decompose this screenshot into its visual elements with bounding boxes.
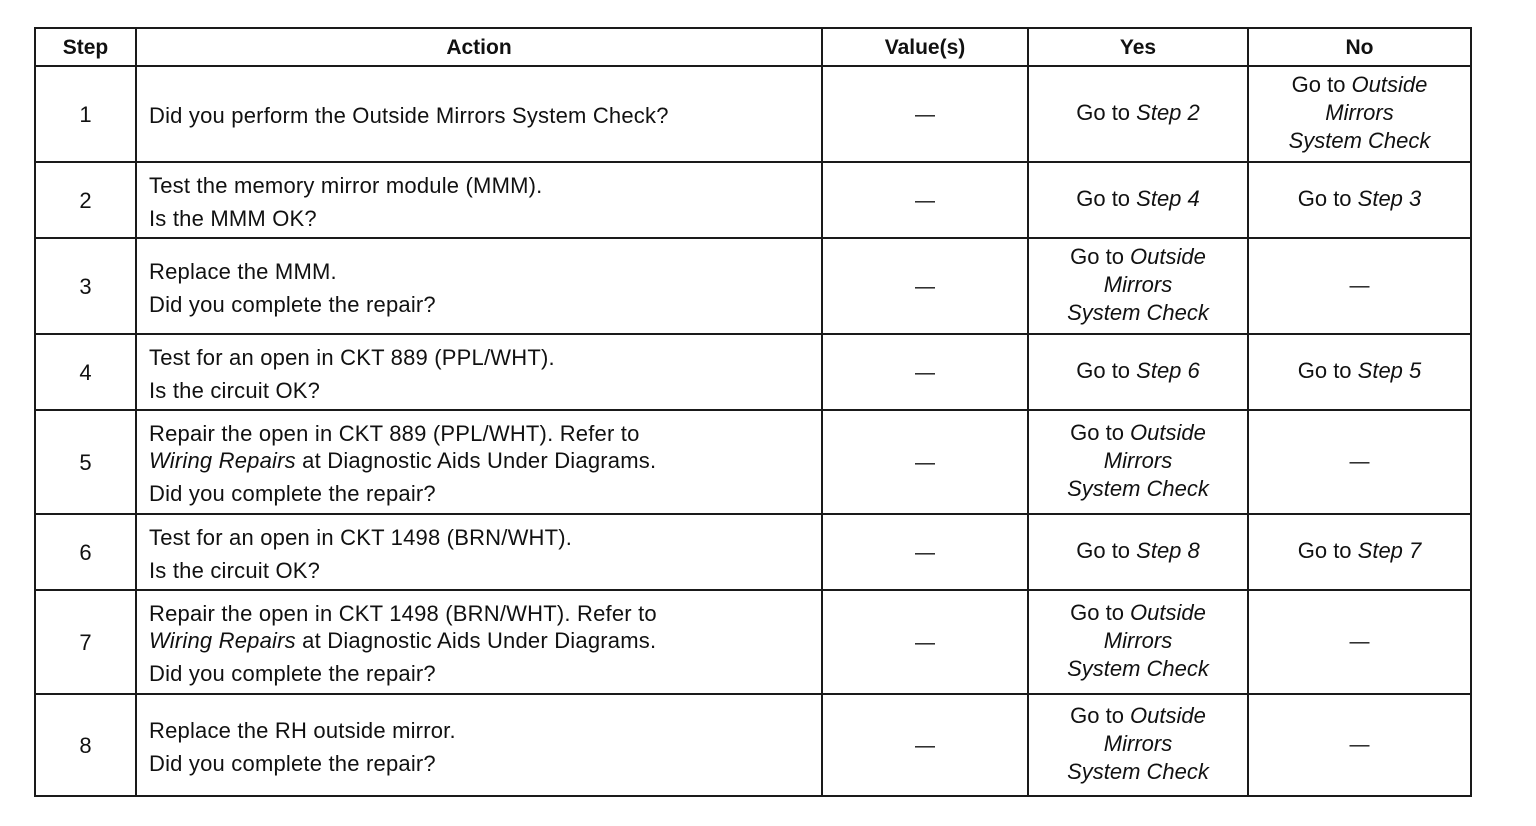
value-text: — <box>915 541 935 564</box>
cell-line <box>1029 99 1247 127</box>
text: — <box>1349 450 1370 473</box>
text: Go to <box>1297 538 1358 563</box>
text: at Diagnostic Aids Under Diagrams. <box>295 448 657 473</box>
action-line <box>149 172 813 199</box>
cell-line <box>1029 419 1247 447</box>
value-cell <box>822 590 1028 694</box>
action-cell <box>136 334 822 410</box>
action-line <box>149 344 813 371</box>
cell-line <box>1249 537 1470 565</box>
table-row <box>35 66 1471 162</box>
header-step: Step <box>35 28 136 66</box>
value-text: — <box>915 103 935 126</box>
yes-cell <box>1028 410 1248 514</box>
cell-line <box>1029 627 1247 655</box>
cell-line <box>1249 730 1470 759</box>
text: Go to <box>1076 100 1137 125</box>
text: Go to <box>1070 244 1131 269</box>
cell-line <box>1249 357 1470 385</box>
value-text: — <box>915 734 935 757</box>
action-line <box>149 717 813 744</box>
cell-line <box>1249 71 1470 99</box>
italic-text: Step 7 <box>1357 538 1422 563</box>
action-line <box>149 291 813 318</box>
step-number: 7 <box>35 590 136 694</box>
value-text: — <box>915 631 935 654</box>
step-number: 4 <box>35 334 136 410</box>
text: Did you complete the repair? <box>149 661 436 686</box>
cell-line <box>1029 599 1247 627</box>
cell-line <box>1029 447 1247 475</box>
italic-text: System Check <box>1067 476 1209 501</box>
italic-text: Outside <box>1130 244 1206 269</box>
cell-line <box>1249 447 1470 476</box>
cell-line <box>1029 185 1247 213</box>
text: Repair the open in CKT 889 (PPL/WHT). Refer to <box>149 421 640 446</box>
text: Is the MMM OK? <box>149 205 317 231</box>
step-number: 2 <box>35 162 136 238</box>
italic-text: Step 3 <box>1357 186 1422 211</box>
value-cell <box>822 514 1028 590</box>
text: Go to <box>1070 600 1131 625</box>
action-line <box>149 258 813 285</box>
italic-text: Step 8 <box>1136 538 1200 563</box>
text: Did you perform the Outside Mirrors System Check? <box>149 103 669 128</box>
step-number: 6 <box>35 514 136 590</box>
cell-line <box>1029 655 1247 683</box>
action-line <box>149 627 813 654</box>
italic-text: Step 5 <box>1357 358 1422 383</box>
header-row <box>35 28 1471 66</box>
text: Did you complete the repair? <box>149 481 436 506</box>
header-yes: Yes <box>1028 28 1248 66</box>
header-no: No <box>1248 28 1471 66</box>
yes-cell <box>1028 162 1248 238</box>
text: Go to <box>1070 703 1131 728</box>
text: Go to <box>1297 186 1358 211</box>
no-cell <box>1248 514 1471 590</box>
no-cell <box>1248 238 1471 334</box>
table-body <box>35 66 1471 796</box>
action-cell <box>136 66 822 162</box>
table-row <box>35 162 1471 238</box>
step-number: 1 <box>35 66 136 162</box>
value-cell <box>822 410 1028 514</box>
action-cell <box>136 162 822 238</box>
action-line <box>149 600 813 627</box>
cell-line <box>1249 627 1470 656</box>
italic-text: Wiring Repairs <box>149 628 296 653</box>
value-text: — <box>915 275 935 298</box>
action-cell <box>136 238 822 334</box>
text: Go to <box>1076 358 1137 383</box>
action-cell <box>136 514 822 590</box>
cell-line <box>1029 271 1247 299</box>
cell-line <box>1029 299 1247 327</box>
text: Test the memory mirror module (MMM). <box>149 172 543 198</box>
text: Did you complete the repair? <box>149 750 436 776</box>
cell-line <box>1029 702 1247 730</box>
action-line <box>149 447 813 474</box>
text: — <box>1349 274 1370 297</box>
table-row <box>35 238 1471 334</box>
italic-text: Step 2 <box>1136 100 1200 125</box>
text: Go to <box>1070 420 1131 445</box>
action-line <box>149 557 813 584</box>
italic-text: System Check <box>1067 656 1209 681</box>
action-cell <box>136 410 822 514</box>
yes-cell <box>1028 66 1248 162</box>
cell-line <box>1029 475 1247 503</box>
action-line <box>149 420 813 447</box>
yes-cell <box>1028 514 1248 590</box>
table-row <box>35 694 1471 796</box>
text: — <box>1349 630 1370 653</box>
text: at Diagnostic Aids Under Diagrams. <box>295 628 657 653</box>
cell-line <box>1029 758 1247 786</box>
italic-text: Mirrors <box>1103 448 1173 473</box>
action-line <box>149 660 813 687</box>
italic-text: Step 4 <box>1136 186 1200 211</box>
italic-text: Outside <box>1351 72 1428 97</box>
no-cell <box>1248 410 1471 514</box>
text: — <box>1349 733 1370 756</box>
no-cell <box>1248 334 1471 410</box>
cell-line <box>1249 271 1470 300</box>
table-row <box>35 590 1471 694</box>
text: Go to <box>1291 72 1352 97</box>
text: Is the circuit OK? <box>149 557 321 583</box>
table-row <box>35 514 1471 590</box>
value-text: — <box>915 361 935 384</box>
value-cell <box>822 66 1028 162</box>
yes-cell <box>1028 590 1248 694</box>
header-action: Action <box>136 28 822 66</box>
table-row <box>35 410 1471 514</box>
action-line <box>149 480 813 507</box>
cell-line <box>1029 730 1247 758</box>
text: Go to <box>1076 538 1137 563</box>
cell-line <box>1029 243 1247 271</box>
italic-text: System Check <box>1067 300 1209 325</box>
no-cell <box>1248 694 1471 796</box>
value-text: — <box>915 189 935 212</box>
value-cell <box>822 694 1028 796</box>
text: Repair the open in CKT 1498 (BRN/WHT). Refer to <box>149 601 657 626</box>
action-line <box>149 524 813 551</box>
value-cell <box>822 238 1028 334</box>
action-cell <box>136 590 822 694</box>
no-cell <box>1248 66 1471 162</box>
action-line <box>149 377 813 404</box>
italic-text: Outside <box>1130 420 1206 445</box>
action-line <box>149 205 813 232</box>
value-cell <box>822 334 1028 410</box>
text: Go to <box>1297 358 1358 383</box>
text: Did you complete the repair? <box>149 291 436 317</box>
step-number: 5 <box>35 410 136 514</box>
text: Replace the MMM. <box>149 258 337 284</box>
italic-text: Mirrors <box>1325 100 1394 125</box>
table-row <box>35 334 1471 410</box>
cell-line <box>1249 185 1470 213</box>
step-number: 3 <box>35 238 136 334</box>
text: Test for an open in CKT 1498 (BRN/WHT). <box>149 524 573 550</box>
italic-text: Mirrors <box>1103 628 1173 653</box>
action-line <box>149 750 813 777</box>
cell-line <box>1029 537 1247 565</box>
italic-text: Mirrors <box>1103 731 1173 756</box>
text: Test for an open in CKT 889 (PPL/WHT). <box>149 344 555 370</box>
value-cell <box>822 162 1028 238</box>
step-number: 8 <box>35 694 136 796</box>
cell-line <box>1249 99 1470 127</box>
italic-text: System Check <box>1288 128 1431 153</box>
no-cell <box>1248 162 1471 238</box>
yes-cell <box>1028 334 1248 410</box>
italic-text: Outside <box>1130 703 1206 728</box>
action-line <box>149 102 813 129</box>
italic-text: Step 6 <box>1136 358 1200 383</box>
italic-text: Mirrors <box>1103 272 1173 297</box>
yes-cell <box>1028 694 1248 796</box>
no-cell <box>1248 590 1471 694</box>
cell-line <box>1029 357 1247 385</box>
value-text: — <box>915 451 935 474</box>
diagnostic-table <box>34 27 1472 797</box>
text: Go to <box>1076 186 1137 211</box>
yes-cell <box>1028 238 1248 334</box>
italic-text: Wiring Repairs <box>149 448 296 473</box>
italic-text: Outside <box>1130 600 1206 625</box>
cell-line <box>1249 127 1470 155</box>
text: Replace the RH outside mirror. <box>149 717 456 743</box>
header-values: Value(s) <box>822 28 1028 66</box>
action-cell <box>136 694 822 796</box>
italic-text: System Check <box>1067 759 1209 784</box>
text: Is the circuit OK? <box>149 377 321 403</box>
